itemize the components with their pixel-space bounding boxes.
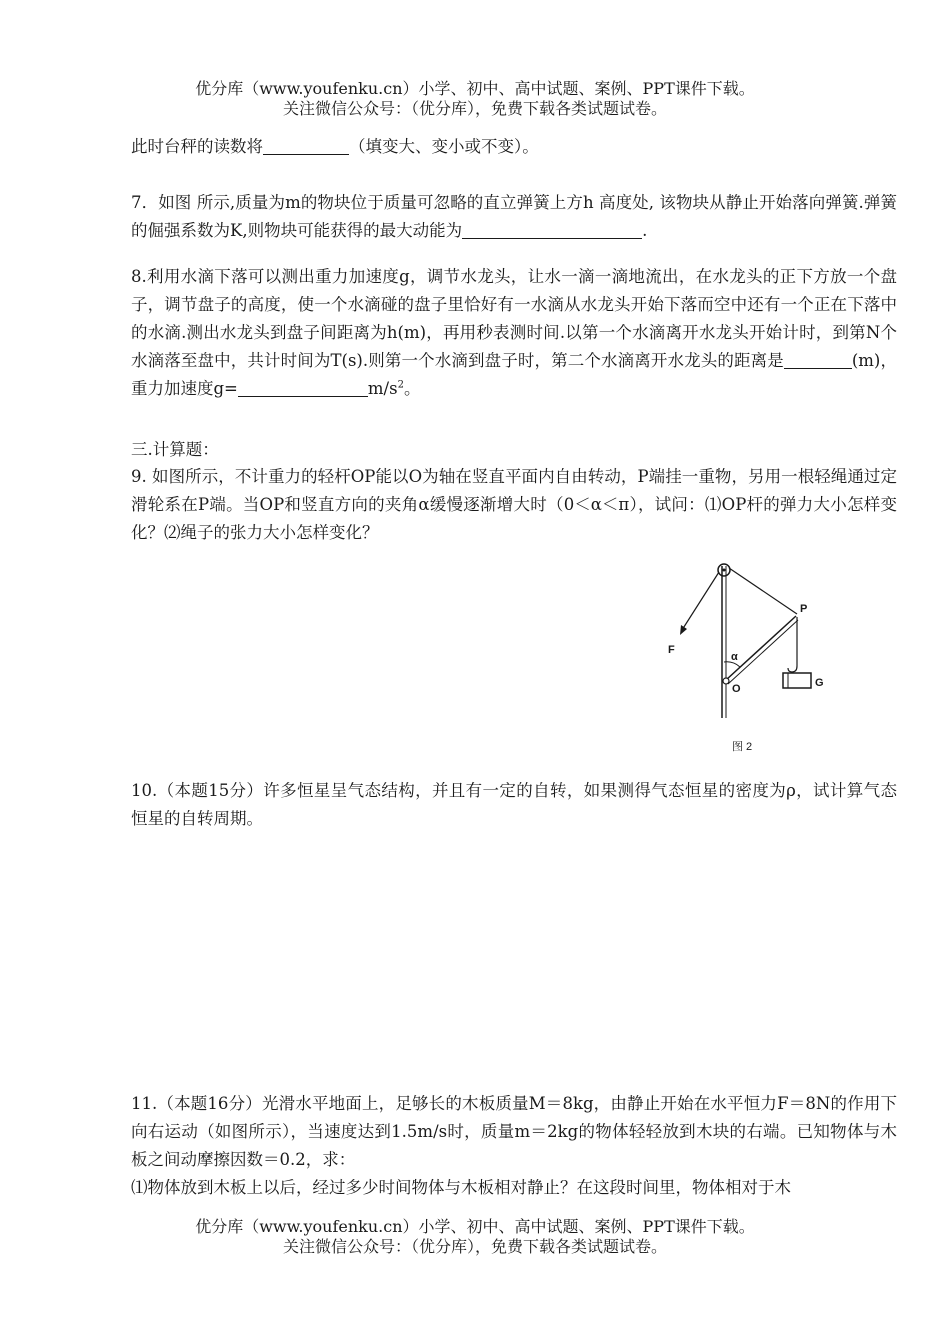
- question-8: [131, 263, 897, 403]
- rope-to-force: [682, 572, 719, 630]
- rod-op: [726, 616, 796, 680]
- q8-answer-blank-2[interactable]: [238, 378, 368, 397]
- q8-unit: m/s: [367, 379, 398, 398]
- q8-mid: (m)，重力加速度g=: [131, 351, 897, 398]
- q8-unit-sup: 2: [397, 379, 404, 391]
- label-g: G: [815, 677, 824, 689]
- q11-text: 11.（本题16分）光滑水平地面上，足够长的木板质量M＝8kg，由静止开始在水平恒力F＝8N的作用下向右运动（如图所示），当速度达到1.5m/s时，质量m＝2kg的物体轻轻放到木块的右端。已知物体与木板之间动摩擦因数＝0.2，求：: [131, 1094, 897, 1169]
- section-3-title: 三.计算题：: [131, 440, 219, 459]
- q7-end: .: [642, 221, 648, 240]
- question-9: 9. 如图所示，不计重力的轻杆OP能以O为轴在竖直平面内自由转动，P端挂一重物，另用一根轻绳通过定滑轮系在P端。当OP和竖直方向的夹角α缓慢逐渐增大时（0＜α＜π），试问：⑴OP杆的弹力大小怎样变化？⑵绳子的张力大小怎样变化？: [131, 467, 897, 542]
- q7-answer-blank[interactable]: [462, 220, 642, 239]
- header-line-1: 优分库（www.youfenku.cn）小学、初中、高中试题、案例、PPT课件下载。: [195, 79, 755, 98]
- figure-caption: 图 2: [732, 741, 753, 753]
- q6-text-b: （填变大、变小或不变）。: [349, 137, 539, 156]
- footer-line-1: 优分库（www.youfenku.cn）小学、初中、高中试题、案例、PPT课件下载。: [195, 1217, 755, 1236]
- force-arrow-icon: [680, 625, 687, 635]
- q11-sub-1: ⑴物体放到木板上以后，经过多少时间物体与木板相对静止？在这段时间里，物体相对于木: [131, 1178, 791, 1197]
- question-10: 10.（本题15分）许多恒星呈气态结构，并且有一定的自转，如果测得气态恒星的密度为ρ，试计算气态恒星的自转周期。: [131, 781, 897, 828]
- question-6-tail: [131, 133, 897, 161]
- pulley-center: [723, 569, 726, 572]
- label-f: F: [668, 644, 675, 656]
- q6-answer-blank[interactable]: [263, 136, 349, 155]
- q7-text: 7．如图 所示,质量为m的物块位于质量可忽略的直立弹簧上方h 高度处, 该物块从静止开始落向弹簧.弹簧的倔强系数为K,则物块可能获得的最大动能为: [131, 193, 897, 240]
- figure-2: [660, 556, 860, 756]
- page-header: [0, 79, 950, 119]
- question-7: [131, 189, 897, 245]
- header-line-2: 关注微信公众号：（优分库），免费下载各类试题试卷。: [282, 99, 667, 118]
- q8-text: 8.利用水滴下落可以测出重力加速度g，调节水龙头，让水一滴一滴地流出，在水龙头的正下方放一个盘子，调节盘子的高度，使一个水滴碰的盘子里恰好有一水滴从水龙头开始下落而空中还有一个正在下落中的水滴.测出水龙头到盘子间距离为h(m)，再用秒表测时间.以第一个水滴离开水龙头开始计时，到第N个水滴落至盘中，共计时间为T(s).则第一个水滴到盘子时，第二个水滴离开水龙头的距离是: [131, 267, 897, 370]
- rope-to-p: [729, 568, 797, 614]
- q6-text-a: 此时台秤的读数将: [131, 137, 263, 156]
- page-footer: [0, 1217, 950, 1257]
- hook-icon: [788, 666, 797, 672]
- question-11: [131, 1090, 897, 1202]
- label-alpha: α: [731, 651, 738, 663]
- label-p: P: [800, 603, 808, 615]
- pivot-o-icon: [723, 678, 729, 684]
- label-o: O: [732, 683, 741, 695]
- q8-answer-blank-1[interactable]: [784, 350, 852, 369]
- q8-end: 。: [403, 379, 421, 398]
- weight-g-block: [783, 673, 811, 688]
- footer-line-2: 关注微信公众号：（优分库），免费下载各类试题试卷。: [282, 1237, 667, 1256]
